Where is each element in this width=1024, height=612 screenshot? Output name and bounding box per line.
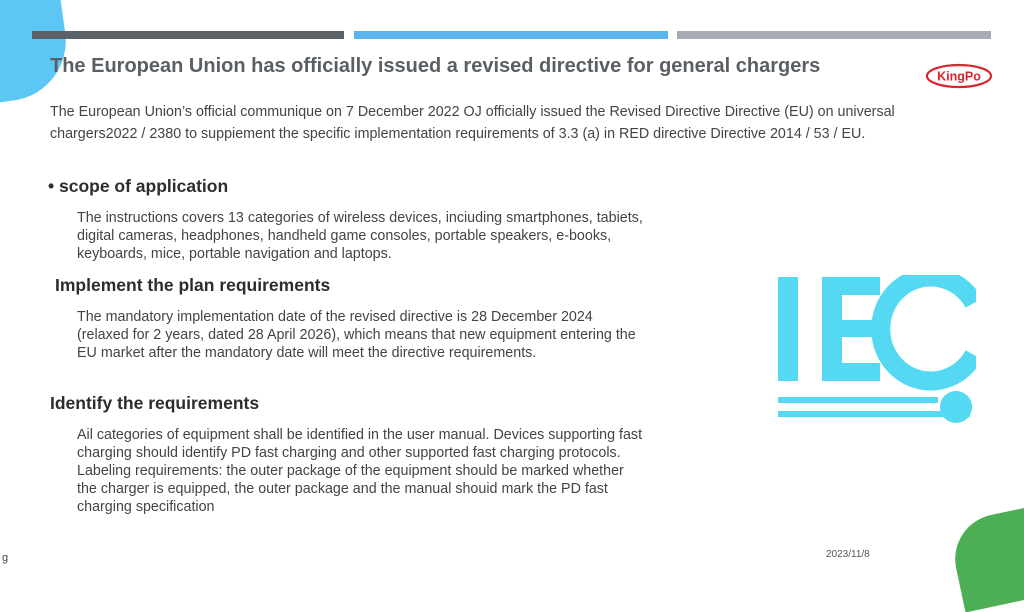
section-heading-implementation: Implement the plan requirements bbox=[55, 275, 331, 295]
section-heading-scope: • scope of application bbox=[48, 176, 229, 196]
section-body-implementation: The mandatory implementation date of the revised directive is 28 December 2024 (relaxed for 2 years, dated 28 April 2026), which means that new equipment entering the EU market after the mandatory date will meet the directive requirements. bbox=[77, 309, 636, 361]
decorative-blob-bottom-right bbox=[947, 502, 1024, 612]
slide-date: 2023/11/8 bbox=[826, 549, 870, 560]
section-body-scope: The instructions covers 13 categories of wireless devices, inciuding smartphones, tabiets, digital cameras, headphones, handheld game consoles, portable speakers, e-books, keyboards, mice, portable navigation and laptops. bbox=[77, 210, 643, 262]
kingpo-logo bbox=[925, 62, 993, 90]
corner-mark: g bbox=[2, 552, 9, 564]
section-heading-identify: Identify the requirements bbox=[50, 393, 260, 413]
section-body-identify: Ail categories of equipment shall be identified in the user manual. Devices supporting fast charging should identify PD fast charging and other supported fast charging protocols. Labeling requirements: the outer package of the equipment should be marked whether the charger is equipped, the outer package and the manual shouid mark the PD fast charging specification bbox=[77, 427, 643, 515]
header-bar-dark bbox=[32, 31, 344, 39]
decorative-blob-top-left bbox=[0, 0, 74, 107]
iec-logo bbox=[776, 275, 976, 435]
slide-title: The European Union has officially issued a revised directive for general chargers bbox=[50, 55, 821, 77]
header-bar-blue bbox=[354, 31, 668, 39]
header-bar-grey bbox=[677, 31, 991, 39]
logo-text: KingPo bbox=[937, 69, 981, 84]
intro-paragraph: The European Union’s official communique on 7 December 2022 OJ officially issued the Revised Directive Directive (EU) on universal chargers2022 / 2380 to suppiement the specific implementation requirements of 3.3 (a) in RED directive Directive 2014 / 53 / EU. bbox=[50, 104, 895, 142]
